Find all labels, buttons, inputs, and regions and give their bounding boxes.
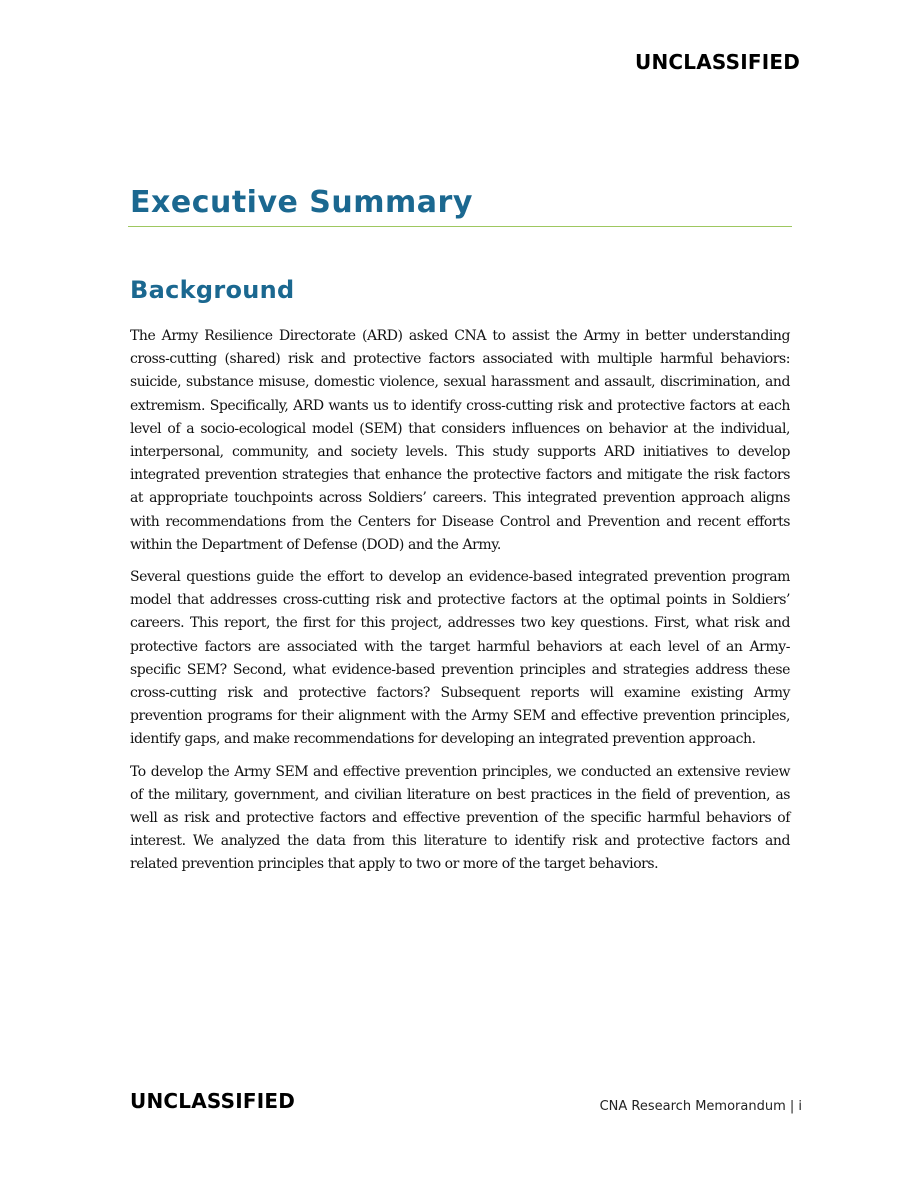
paragraph-2: Several questions guide the effort to develop an evidence-based integrated prevention program model that addresses cross-cutting risk and protective factors at the optimal points in Soldiers’ careers. This report, the first for this project, addresses two key questions. First, what risk and protective factors are associated with the target harmful behaviors at each level of an Army-specific SEM? Second, what evidence-based prevention principles and strategies address these cross-cutting risk and protective factors? Subsequent reports will examine existing Army prevention programs for their alignment with the Army SEM and effective prevention principles, identify gaps, and make recommendations for developing an integrated prevention approach. [130,569,790,748]
header-classification: UNCLASSIFIED [635,50,800,74]
footer-classification: UNCLASSIFIED [130,1089,295,1113]
paragraph-3: To develop the Army SEM and effective prevention principles, we conducted an extensive review of the military, government, and civilian literature on best practices in the field of prevention, as well as risk and protective factors and effective prevention of the specific harmful behaviors of interest. We analyzed the data from this literature to identify risk and protective factors and related prevention principles that apply to two or more of the target behaviors. [130,763,790,873]
body-text [130,325,790,886]
page-title: Executive Summary [130,185,473,220]
footer-report-label: CNA Research Memorandum | i [599,1099,802,1114]
paragraph-1: The Army Resilience Directorate (ARD) asked CNA to assist the Army in better understanding cross-cutting (shared) risk and protective factors associated with multiple harmful behaviors: suicide, substance misuse, domestic violence, sexual harassment and assault, discrimination, and extremism. Specifically, ARD wants us to identify cross-cutting risk and protective factors at each level of a socio-ecological model (SEM) that considers influences on behavior at the individual, interpersonal, community, and society levels. This study supports ARD initiatives to develop integrated prevention strategies that enhance the protective factors and mitigate the risk factors at appropriate touchpoints across Soldiers’ careers. This integrated prevention approach aligns with recommendations from the Centers for Disease Control and Prevention and recent efforts within the Department of Defense (DOD) and the Army. [130,328,790,553]
title-divider [128,226,792,227]
section-heading-background: Background [130,276,295,304]
